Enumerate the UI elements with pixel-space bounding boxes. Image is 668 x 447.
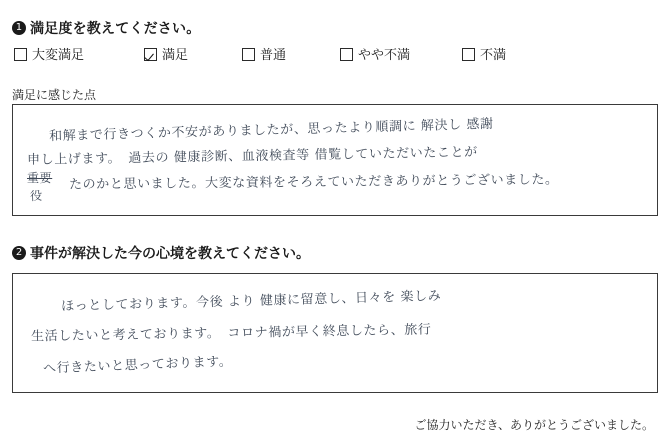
checkbox-dissatisfied[interactable] [462, 48, 475, 61]
choice-label-very-satisfied: 大変満足 [32, 47, 85, 62]
handwriting-line: 申し上げます。 過去の 健康診断、血液検査等 借覧していただいたことが [26, 145, 478, 168]
checkbox-neutral[interactable] [242, 48, 255, 61]
checkbox-very-satisfied[interactable] [14, 48, 27, 61]
choice-somewhat-dissatisfied[interactable] [340, 48, 410, 61]
handwriting-line: へ行きたいと思っております。 [42, 354, 233, 377]
question-1-heading [12, 18, 200, 38]
question-1-sub-label: 満足に感じた点 [12, 88, 97, 102]
answer-box-question-2[interactable] [12, 273, 658, 393]
choice-dissatisfied[interactable] [462, 48, 506, 61]
answer-box-question-1[interactable] [12, 104, 658, 216]
question-1-text: 満足度を教えてください。 [30, 20, 201, 36]
choice-label-satisfied: 満足 [162, 47, 189, 62]
handwriting-line: 和解まで行きつくか不安がありましたが、思ったより順調に 解決し 感謝 [48, 116, 494, 145]
choice-very-satisfied[interactable] [14, 48, 84, 61]
choice-label-neutral: 普通 [260, 47, 287, 62]
satisfaction-choice-group [14, 48, 644, 70]
handwriting-line: ほっとしております。今後 より 健康に留意し、日々を 楽しみ [60, 288, 442, 315]
handwriting-line: たのかと思いました。大変な資料をそろえていただきありがとうございました。 [68, 172, 559, 193]
checkbox-somewhat-dissatisfied[interactable] [340, 48, 353, 61]
footer-thank-you-text: ご協力いただき、ありがとうございました。 [414, 418, 654, 432]
checkbox-satisfied[interactable] [144, 48, 157, 61]
choice-label-dissatisfied: 不満 [480, 47, 507, 62]
question-2-heading [12, 243, 310, 263]
handwriting-correction: 役 [29, 188, 43, 204]
question-2-number-icon: 2 [12, 246, 26, 260]
choice-label-somewhat-dissatisfied: やや不満 [358, 47, 411, 62]
question-1-number-icon: 1 [12, 21, 26, 35]
handwriting-line: 生活したいと考えております。 コロナ禍が早く終息したら、旅行 [30, 322, 432, 345]
handwriting-strikethrough: 重要 [27, 171, 53, 185]
question-2-text: 事件が解決した今の心境を教えてください。 [30, 245, 310, 261]
choice-satisfied[interactable] [144, 48, 188, 61]
choice-neutral[interactable] [242, 48, 286, 61]
